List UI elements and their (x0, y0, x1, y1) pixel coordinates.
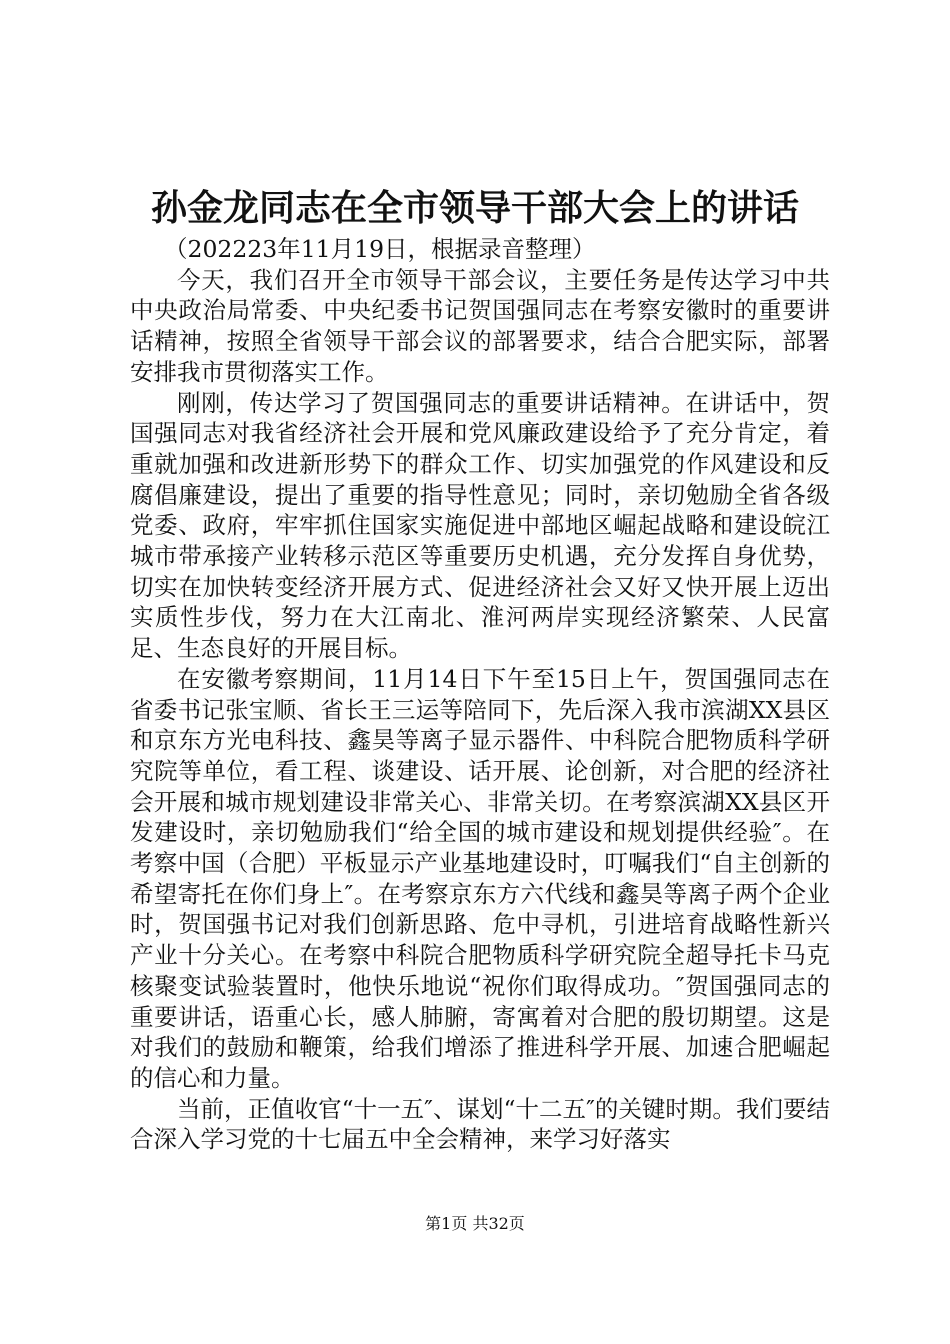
paragraph-1: 今天，我们召开全市领导干部会议，主要任务是传达学习中共中央政治局常委、中央纪委书记贺国强同志在考察安徽时的重要讲话精神，按照全省领导干部会议的部署要求，结合合肥实际，部署安排我市贯彻落实工作。 (130, 265, 830, 386)
paragraph-2: 刚刚，传达学习了贺国强同志的重要讲话精神。在讲话中，贺国强同志对我省经济社会开展和党风廉政建设给予了充分肯定，着重就加强和改进新形势下的群众工作、切实加强党的作风建设和反腐倡廉建设，提出了重要的指导性意见；同时，亲切勉励全省各级党委、政府，牢牢抓住国家实施促进中部地区崛起战略和建设皖江城市带承接产业转移示范区等重要历史机遇，充分发挥自身优势，切实在加快转变经济开展方式、促进经济社会又好又快开展上迈出实质性步伐，努力在大江南北、淮河两岸实现经济繁荣、人民富足、生态良好的开展目标。 (130, 388, 830, 663)
page-number-footer: 第1页 共32页 (425, 1214, 525, 1233)
document-subtitle: （202223年11月19日，根据录音整理） (164, 235, 596, 263)
document-body (130, 234, 830, 1155)
document-title: 孙金龙同志在全市领导干部大会上的讲话 (150, 187, 799, 229)
paragraph-4: 当前，正值收官“十一五″、谋划“十二五″的关键时期。我们要结合深入学习党的十七届五中全会精神，来学习好落实 (130, 1094, 830, 1154)
paragraph-3: 在安徽考察期间，11月14日下午至15日上午，贺国强同志在省委书记张宝顺、省长王三运等陪同下，先后深入我市滨湖XX县区和京东方光电科技、鑫昊等离子显示器件、中科院合肥物质科学研究院等单位，看工程、谈建设、话开展、论创新，对合肥的经济社会开展和城市规划建设非常关心、非常关切。在考察滨湖XX县区开发建设时，亲切勉励我们“给全国的城市建设和规划提供经验″。在考察中国（合肥）平板显示产业基地建设时，叮嘱我们“自主创新的希望寄托在你们身上″。在考察京东方六代线和鑫昊等离子两个企业时，贺国强书记对我们创新思路、危中寻机，引进培育战略性新兴产业十分关心。在考察中科院合肥物质科学研究院全超导托卡马克核聚变试验装置时，他快乐地说“祝你们取得成功。″贺国强同志的重要讲话，语重心长，感人肺腑，寄寓着对合肥的殷切期望。这是对我们的鼓励和鞭策，给我们增添了推进科学开展、加速合肥崛起的信心和力量。 (130, 664, 830, 1092)
